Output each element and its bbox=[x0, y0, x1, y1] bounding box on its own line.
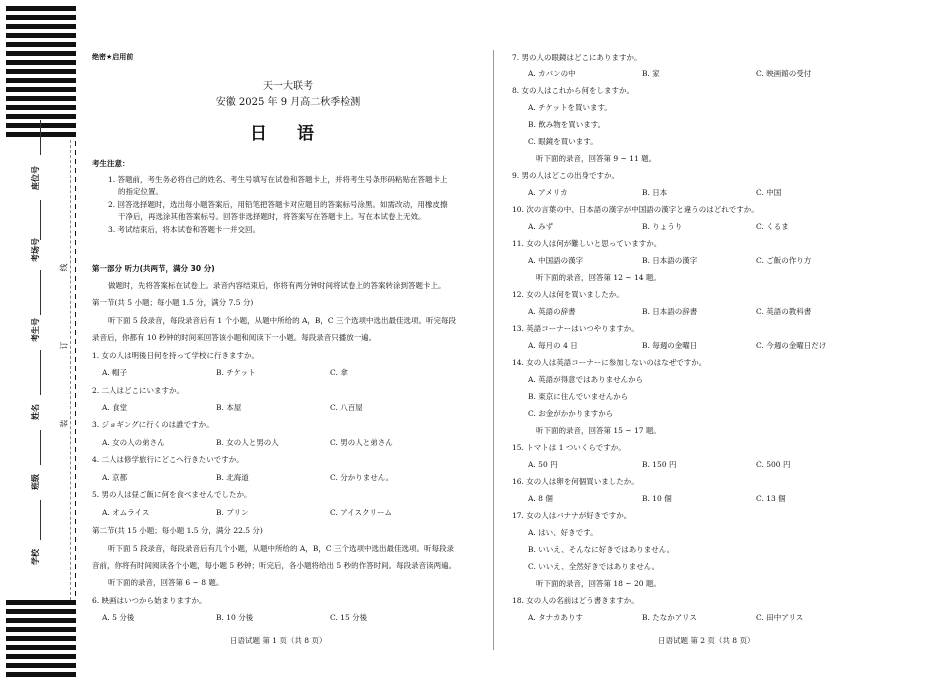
organizer-title: 天一大联考 bbox=[263, 81, 313, 92]
notice-item: 2. 回答选择题时，选出每小题答案后，用铅笔把答题卡对应题目的答案标号涂黑。如需改动，用橡皮擦 bbox=[108, 200, 448, 209]
notice-title: 考生注意： bbox=[92, 159, 130, 168]
option-a: A. チケットを買います。 bbox=[528, 103, 612, 112]
section1-intro: 录音后，你都有 10 秒钟的时间来回答该小题和阅读下一小题。每段录音只播放一遍。 bbox=[92, 333, 377, 342]
seat-number-label: 座位号 bbox=[31, 166, 40, 190]
option-c: C. 男の人と弟さん bbox=[330, 438, 393, 447]
notice-item: 3. 考试结束后，将本试卷和答题卡一并交回。 bbox=[108, 225, 261, 234]
page-footer-right: 日语试题 第 2 页（共 8 页） bbox=[658, 636, 755, 645]
class-label: 班级 bbox=[31, 474, 40, 490]
section2-title: 第二节(共 15 小题；每小题 1.5 分，满分 22.5 分) bbox=[92, 526, 263, 535]
candidate-number-line bbox=[40, 270, 41, 315]
question-text: 15. トマトは 1 ついくらですか。 bbox=[512, 443, 626, 452]
question-text: 12. 女の人は何を買いましたか。 bbox=[512, 290, 624, 299]
listening-note: 听下面的录音，回答第 9 ~ 11 题。 bbox=[536, 154, 657, 163]
name-label: 姓名 bbox=[31, 404, 40, 420]
option-b: B. 女の人と男の人 bbox=[216, 438, 279, 447]
option-b: B. 150 円 bbox=[642, 460, 677, 469]
binding-dash-line bbox=[70, 140, 71, 600]
school-label: 学校 bbox=[31, 549, 40, 565]
question-text: 5. 男の人は昼ご飯に何を食べませんでしたか。 bbox=[92, 490, 252, 499]
part1-title: 第一部分 听力(共两节，满分 30 分) bbox=[92, 264, 215, 273]
option-a: A. 食堂 bbox=[102, 403, 128, 412]
column-divider bbox=[493, 50, 494, 650]
question-text: 3. ジョギングに行くのは誰ですか。 bbox=[92, 420, 214, 429]
question-text: 7. 男の人の眼鏡はどこにありますか。 bbox=[512, 53, 642, 62]
question-text: 6. 映画はいつから始まりますか。 bbox=[92, 596, 207, 605]
secret-label: 绝密★启用前 bbox=[92, 53, 134, 61]
option-a: A. オムライス bbox=[102, 508, 150, 517]
page-footer-left: 日语试题 第 1 页（共 8 页） bbox=[230, 636, 327, 645]
option-b: B. 本屋 bbox=[216, 403, 242, 412]
class-line bbox=[40, 430, 41, 465]
option-c: C. ご飯の作り方 bbox=[756, 256, 812, 265]
option-a: A. 8 個 bbox=[528, 494, 553, 503]
question-text: 9. 男の人はどこの出身ですか。 bbox=[512, 171, 620, 180]
option-b: B. 日本語の漢字 bbox=[642, 256, 698, 265]
option-c: C. お金がかかりますから bbox=[528, 409, 614, 418]
option-b: B. いいえ、そんなに好きではありません。 bbox=[528, 545, 675, 554]
exam-title: 安徽 2025 年 9 月高二秋季检测 bbox=[215, 97, 361, 108]
option-a: A. 中国語の漢字 bbox=[528, 256, 584, 265]
option-a: A. カバンの中 bbox=[528, 69, 576, 78]
section2-intro: 听下面的录音，回答第 6 ~ 8 题。 bbox=[108, 578, 224, 587]
notice-item: 干净后，再选涂其他答案标号。回答非选择题时，将答案写在答题卡上。写在本试卷上无效。 bbox=[118, 212, 426, 221]
option-a: A. 帽子 bbox=[102, 368, 128, 377]
question-text: 16. 女の人は卵を何個買いましたか。 bbox=[512, 477, 639, 486]
section1-intro: 听下面 5 段录音，每段录音后有 1 个小题，从题中所给的 A，B，C 三个选项中选出最佳选项。听完每段 bbox=[108, 316, 457, 325]
school-line bbox=[40, 500, 41, 540]
option-c: C. 眼鏡を買います。 bbox=[528, 137, 598, 146]
option-a: A. タナカありす bbox=[528, 613, 584, 622]
option-a: A. 英語が得意ではありませんから bbox=[528, 375, 644, 384]
option-c: C. 英語の教科書 bbox=[756, 307, 812, 316]
cut-mark-bind: 装 bbox=[59, 419, 69, 428]
option-b: B. 毎週の金曜日 bbox=[642, 341, 698, 350]
option-c: C. アイスクリーム bbox=[330, 508, 392, 517]
option-b: B. りょうり bbox=[642, 222, 683, 231]
exam-room-label: 考场号 bbox=[31, 238, 40, 262]
option-b: B. 飲み物を買います。 bbox=[528, 120, 606, 129]
option-b: B. 家 bbox=[642, 69, 660, 78]
question-text: 18. 女の人の名前はどう書きますか。 bbox=[512, 596, 639, 605]
question-text: 11. 女の人は何が難しいと思っていますか。 bbox=[512, 239, 662, 248]
question-text: 1. 女の人は明後日何を持って学校に行きますか。 bbox=[92, 351, 260, 360]
section2-intro: 音前，你将有时间阅读各个小题，每小题 5 秒钟；听完后，各小题将给出 5 秒的作答时间。每段录音读两遍。 bbox=[92, 561, 457, 570]
option-c: C. くるま bbox=[756, 222, 789, 231]
option-b: B. 北海道 bbox=[216, 473, 249, 482]
option-c: C. 13 個 bbox=[756, 494, 786, 503]
option-c: C. 今週の金曜日だけ bbox=[756, 341, 827, 350]
notice-item: 1. 答题前，考生务必将自己的姓名、考生号填写在试卷和答题卡上，并将考生号条形码粘贴在答题卡上 bbox=[108, 175, 448, 184]
option-a: A. はい、好きです。 bbox=[528, 528, 598, 537]
option-c: C. 田中アリス bbox=[756, 613, 804, 622]
option-c: C. 15 分後 bbox=[330, 613, 368, 622]
binding-gutter bbox=[0, 140, 75, 600]
option-a: A. アメリカ bbox=[528, 188, 568, 197]
option-b: B. 東京に住んでいませんから bbox=[528, 392, 629, 401]
option-c: C. 中国 bbox=[756, 188, 782, 197]
option-a: A. 5 分後 bbox=[102, 613, 135, 622]
option-a: A. 京都 bbox=[102, 473, 128, 482]
seat-number-line bbox=[40, 120, 41, 155]
section1-title: 第一节(共 5 小题；每小题 1.5 分，满分 7.5 分) bbox=[92, 298, 254, 307]
option-b: B. 10 個 bbox=[642, 494, 672, 503]
listening-note: 听下面的录音，回答第 12 ~ 14 题。 bbox=[536, 273, 661, 282]
option-b: B. プリン bbox=[216, 508, 249, 517]
question-text: 10. 次の言葉の中、日本語の漢字が中国語の漢字と違うのはどれですか。 bbox=[512, 205, 759, 214]
listening-note: 听下面的录音，回答第 18 ~ 20 题。 bbox=[536, 579, 661, 588]
option-b: B. 10 分後 bbox=[216, 613, 254, 622]
option-b: B. 日本語の辞書 bbox=[642, 307, 698, 316]
option-c: C. 傘 bbox=[330, 368, 348, 377]
notice-item: 的指定位置。 bbox=[118, 187, 163, 196]
option-a: A. 英語の辞書 bbox=[528, 307, 576, 316]
option-a: A. 女の人の弟さん bbox=[102, 438, 165, 447]
part1-intro: 做题时，先将答案标在试卷上。录音内容结束后，你将有两分钟时间将试卷上的答案转涂到答题卡上。 bbox=[108, 281, 446, 290]
option-b: B. チケット bbox=[216, 368, 256, 377]
option-c: C. 500 円 bbox=[756, 460, 791, 469]
option-c: C. 八百屋 bbox=[330, 403, 363, 412]
subject-title: 日 语 bbox=[250, 124, 326, 144]
option-a: A. みず bbox=[528, 222, 554, 231]
option-c: C. 映画館の受付 bbox=[756, 69, 812, 78]
question-text: 14. 女の人は英語コーナーに参加しないのはなぜですか。 bbox=[512, 358, 707, 367]
candidate-number-label: 考生号 bbox=[31, 318, 40, 342]
cut-mark-staple: 订 bbox=[59, 341, 69, 350]
exam-room-line bbox=[40, 200, 41, 240]
section2-intro: 听下面 5 段录音，每段录音后有几个小题，从题中所给的 A，B，C 三个选项中选出最佳选项。听每段录 bbox=[108, 544, 454, 553]
question-text: 8. 女の人はこれから何をしますか。 bbox=[512, 86, 635, 95]
listening-note: 听下面的录音，回答第 15 ~ 17 题。 bbox=[536, 426, 661, 435]
option-b: B. たなかアリス bbox=[642, 613, 697, 622]
option-a: A. 毎月の 4 日 bbox=[528, 341, 578, 350]
option-c: C. いいえ、全然好きではありません。 bbox=[528, 562, 660, 571]
cut-mark-line: 线 bbox=[59, 263, 69, 272]
question-text: 13. 英語コーナーはいつやりますか。 bbox=[512, 324, 639, 333]
question-text: 2. 二人はどこにいますか。 bbox=[92, 386, 185, 395]
question-text: 4. 二人は修学旅行にどこへ行きたいですか。 bbox=[92, 455, 244, 464]
name-line bbox=[40, 350, 41, 395]
option-b: B. 日本 bbox=[642, 188, 668, 197]
option-a: A. 50 円 bbox=[528, 460, 558, 469]
question-text: 17. 女の人はバナナが好きですか。 bbox=[512, 511, 632, 520]
option-c: C. 分かりません。 bbox=[330, 473, 394, 482]
